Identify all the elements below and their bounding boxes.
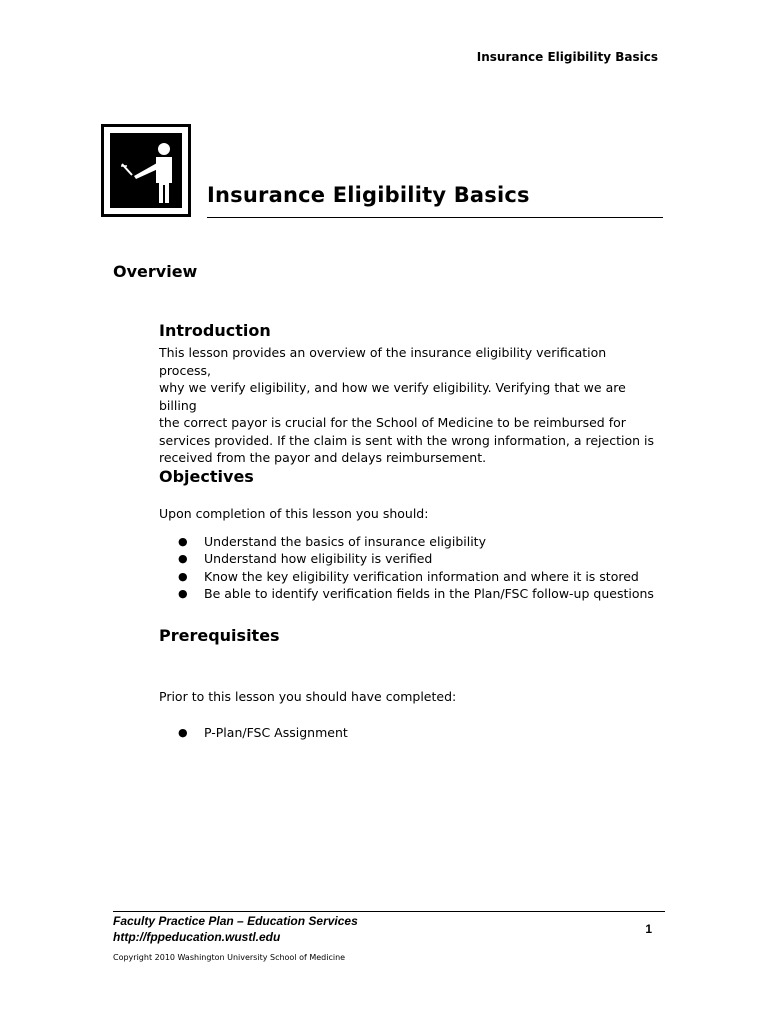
bullet-icon: ●	[178, 569, 188, 583]
bullet-icon: ●	[178, 552, 188, 566]
introduction-heading: Introduction	[159, 321, 271, 340]
introduction-text	[159, 344, 659, 467]
bullet-icon: ●	[178, 535, 188, 548]
introduction-line: This lesson provides an overview of the insurance eligibility verification process,	[159, 345, 607, 378]
page-number: 1	[645, 922, 652, 936]
prerequisites-lead: Prior to this lesson you should have completed:	[159, 689, 457, 704]
prerequisites-list	[159, 724, 348, 741]
document-title: Insurance Eligibility Basics	[207, 183, 530, 207]
objectives-heading: Objectives	[159, 467, 254, 486]
copyright-notice: Copyright 2010 Washington University School of Medicine	[113, 953, 346, 962]
introduction-line: why we verify eligibility, and how we verify eligibility. Verifying that we are billing	[159, 380, 626, 413]
footer-org: Faculty Practice Plan – Education Services	[113, 914, 358, 928]
title-divider	[207, 217, 663, 218]
footer-url[interactable]: http://fppeducation.wustl.edu	[113, 930, 281, 944]
bullet-icon: ●	[178, 726, 188, 739]
list-item: ● Understand the basics of insurance eligibility	[178, 534, 486, 549]
running-header: Insurance Eligibility Basics	[476, 50, 658, 64]
lesson-logo	[101, 124, 191, 217]
footer-divider	[113, 911, 665, 912]
overview-heading: Overview	[113, 262, 198, 281]
objectives-list	[159, 533, 654, 602]
introduction-line: received from the payor and delays reimbursement.	[159, 450, 487, 465]
prerequisites-heading: Prerequisites	[159, 626, 280, 645]
objectives-lead: Upon completion of this lesson you should:	[159, 506, 429, 521]
presenter-at-board-icon	[110, 133, 182, 208]
list-item: ● Understand how eligibility is verified	[178, 551, 433, 567]
list-item: ● Know the key eligibility verification information and where it is stored	[178, 568, 639, 584]
introduction-line: services provided. If the claim is sent with the wrong information, a rejection is	[159, 432, 654, 448]
bullet-icon: ●	[178, 586, 188, 600]
list-item: ● P-Plan/FSC Assignment	[178, 725, 348, 740]
introduction-line: the correct payor is crucial for the School of Medicine to be reimbursed for	[159, 415, 626, 430]
list-item: ● Be able to identify verification fields in the Plan/FSC follow-up questions	[178, 585, 654, 601]
